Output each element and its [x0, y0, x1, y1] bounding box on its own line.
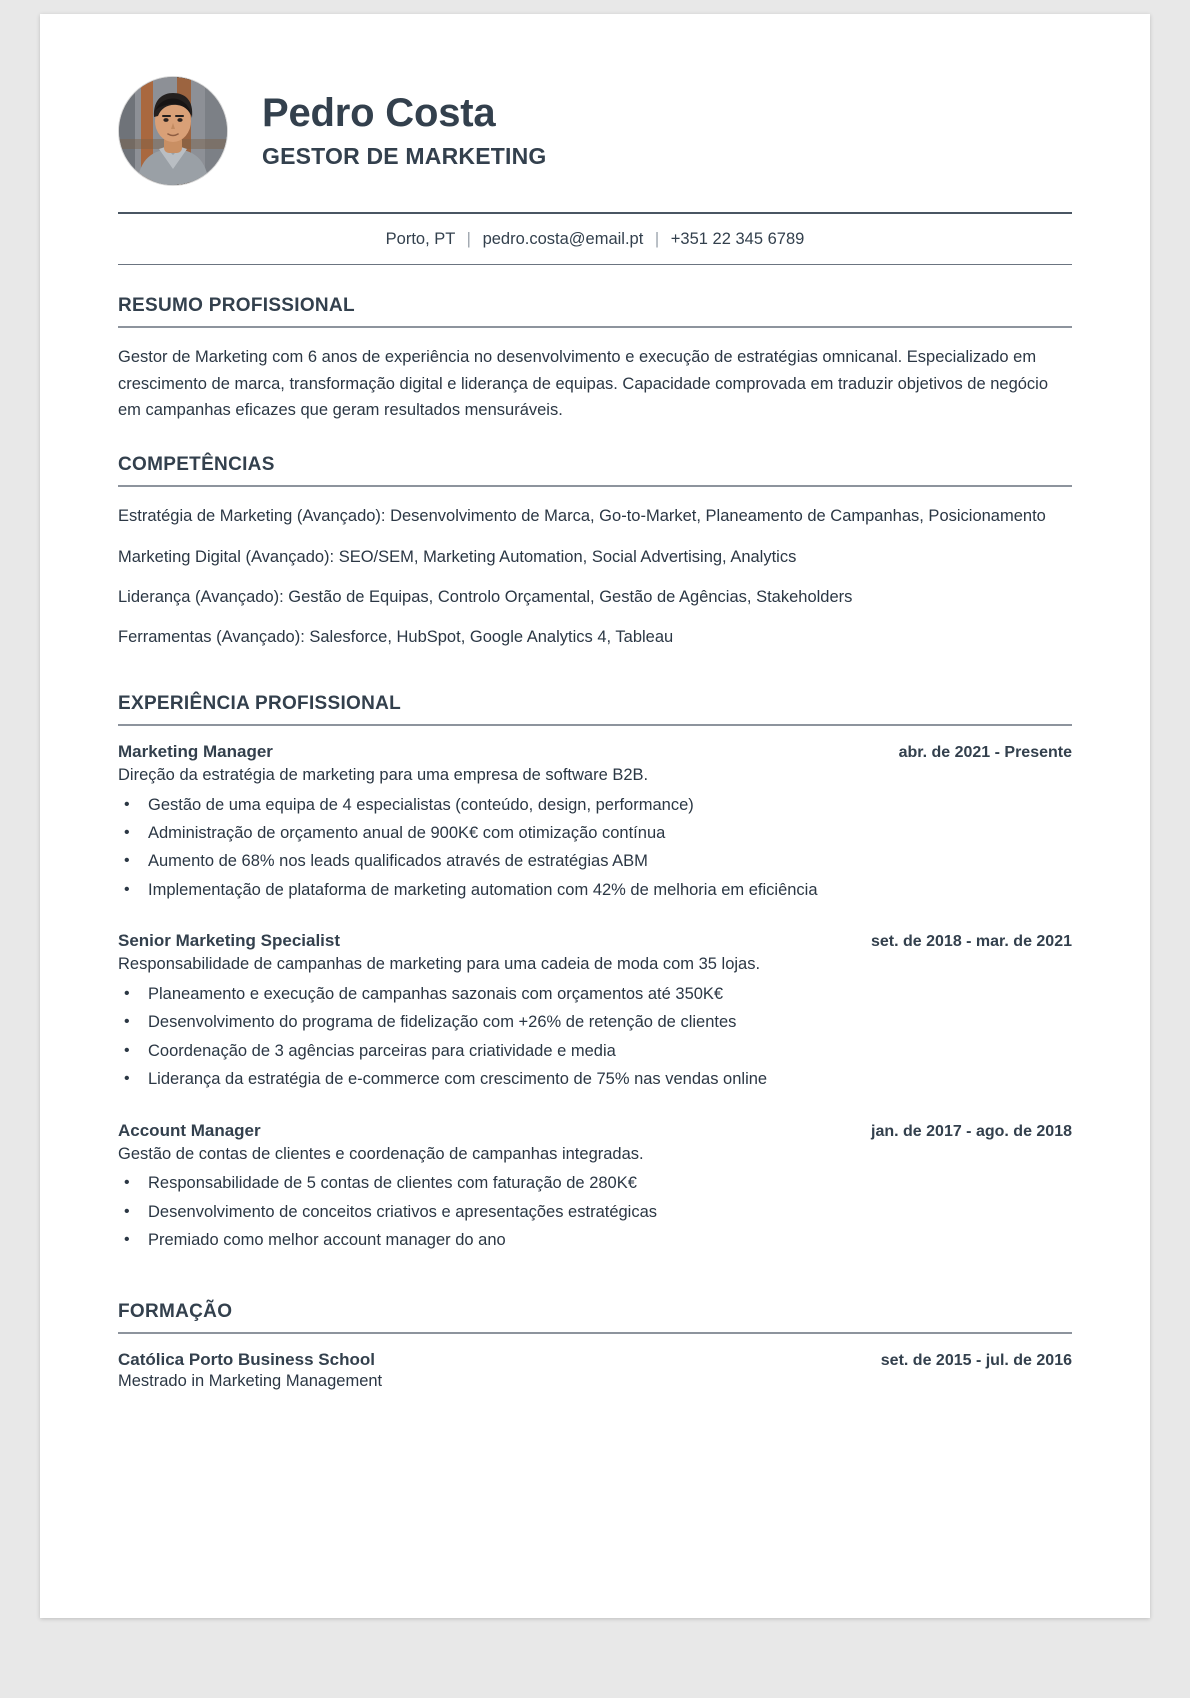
- section-title-skills: COMPETÊNCIAS: [118, 454, 275, 476]
- section-rule-education: [118, 1332, 1072, 1334]
- education-degree: Mestrado in Marketing Management: [118, 1371, 383, 1390]
- experience-description: Direção da estratégia de marketing para uma empresa de software B2B.: [118, 765, 649, 784]
- list-item: [118, 791, 1072, 819]
- bullet-icon: •: [124, 1231, 130, 1249]
- bullet-icon: •: [124, 852, 130, 870]
- contact-location: Porto, PT: [385, 230, 456, 248]
- experience-description: Gestão de contas de clientes e coordenação de campanhas integradas.: [118, 1144, 644, 1163]
- skill-line: Liderança (Avançado): Gestão de Equipas, Controlo Orçamental, Gestão de Agências, Stakeholders: [118, 587, 853, 606]
- bullet-text: Premiado como melhor account manager do ano: [148, 1231, 506, 1250]
- experience-item-header: [118, 742, 1072, 762]
- resume-page: [40, 14, 1150, 1618]
- contact-separator-1: |: [466, 230, 471, 248]
- list-item: [118, 847, 1072, 875]
- bullet-text: Administração de orçamento anual de 900K€ com otimização contínua: [148, 824, 666, 843]
- identity-block: [262, 92, 1072, 170]
- experience-role: Account Manager: [118, 1120, 261, 1140]
- section-skills: [118, 454, 1072, 651]
- education-item: [118, 1350, 1072, 1391]
- education-school: Católica Porto Business School: [118, 1349, 375, 1369]
- bullet-text: Coordenação de 3 agências parceiras para criatividade e media: [148, 1041, 616, 1060]
- bullet-text: Responsabilidade de 5 contas de clientes com faturação de 280K€: [148, 1174, 637, 1193]
- bullet-icon: •: [124, 985, 130, 1003]
- bullet-text: Desenvolvimento do programa de fidelização com +26% de retenção de clientes: [148, 1013, 737, 1032]
- education-dates: set. de 2015 - jul. de 2016: [880, 1351, 1072, 1369]
- list-item: [118, 1169, 1072, 1197]
- experience-item: [118, 742, 1072, 904]
- section-summary: [118, 295, 1072, 424]
- experience-item: [118, 1121, 1072, 1255]
- education-item-header: [118, 1350, 1072, 1370]
- job-title: GESTOR DE MARKETING: [262, 143, 547, 170]
- bullet-icon: •: [124, 1013, 130, 1031]
- bullet-text: Desenvolvimento de conceitos criativos e apresentações estratégicas: [148, 1202, 658, 1221]
- resume-header: [118, 76, 1072, 212]
- bullet-text: Gestão de uma equipa de 4 especialistas (conteúdo, design, performance): [148, 795, 694, 814]
- list-item: [118, 876, 1072, 904]
- experience-role: Marketing Manager: [118, 741, 273, 761]
- bullet-icon: •: [124, 795, 130, 813]
- experience-bullets: [118, 791, 1072, 905]
- section-title-education: FORMAÇÃO: [118, 1300, 233, 1322]
- experience-bullets: [118, 980, 1072, 1094]
- skill-line: Estratégia de Marketing (Avançado): Desenvolvimento de Marca, Go-to-Market, Planeamento de Campanhas, Posicionamento: [118, 507, 1046, 526]
- experience-item-header: [118, 931, 1072, 951]
- section-experience: [118, 693, 1072, 1255]
- bullet-icon: •: [124, 1202, 130, 1220]
- page-title: Pedro Costa: [262, 90, 496, 135]
- bullet-icon: •: [124, 1070, 130, 1088]
- list-item: [118, 1037, 1072, 1065]
- list-item: [118, 1008, 1072, 1036]
- bullet-text: Planeamento e execução de campanhas sazonais com orçamentos até 350K€: [148, 985, 724, 1004]
- skills-list: [118, 503, 1072, 651]
- section-rule-skills: [118, 485, 1072, 487]
- contact-bar: [118, 214, 1072, 264]
- skill-line: Ferramentas (Avançado): Salesforce, HubSpot, Google Analytics 4, Tableau: [118, 628, 674, 647]
- experience-item: [118, 931, 1072, 1093]
- summary-text: Gestor de Marketing com 6 anos de experiência no desenvolvimento e execução de estratégias omnicanal. Especializado em crescimento de marca, transformação digital e liderança de equipas. Capacidade comprovada em traduzir objetivos de negócio em campanhas eficazes que geram resultados mensuráveis.: [118, 348, 1049, 420]
- section-rule-experience: [118, 724, 1072, 726]
- bullet-text: Aumento de 68% nos leads qualificados através de estratégias ABM: [148, 852, 648, 871]
- section-rule-summary: [118, 326, 1072, 328]
- experience-bullets: [118, 1169, 1072, 1254]
- list-item: [118, 819, 1072, 847]
- experience-role: Senior Marketing Specialist: [118, 931, 341, 951]
- bullet-text: Implementação de plataforma de marketing automation com 42% de melhoria em eficiência: [148, 880, 818, 899]
- list-item: [118, 1065, 1072, 1093]
- experience-dates: jan. de 2017 - ago. de 2018: [871, 1122, 1072, 1140]
- section-title-experience: EXPERIÊNCIA PROFISSIONAL: [118, 692, 402, 714]
- section-education: [118, 1301, 1072, 1391]
- list-item: [118, 1198, 1072, 1226]
- experience-item-header: [118, 1121, 1072, 1141]
- contact-separator-2: |: [654, 230, 660, 248]
- list-item: [118, 1226, 1072, 1254]
- contact-divider: [118, 264, 1072, 265]
- list-item: [118, 980, 1072, 1008]
- avatar: [118, 76, 228, 186]
- skill-line: Marketing Digital (Avançado): SEO/SEM, Marketing Automation, Social Advertising, Analytics: [118, 547, 797, 566]
- bullet-icon: •: [124, 1174, 130, 1192]
- contact-phone[interactable]: +351 22 345 6789: [670, 230, 805, 248]
- experience-dates: abr. de 2021 - Presente: [898, 743, 1072, 761]
- bullet-text: Liderança da estratégia de e-commerce com crescimento de 75% nas vendas online: [148, 1070, 768, 1089]
- contact-email[interactable]: pedro.costa@email.pt: [482, 230, 644, 248]
- bullet-icon: •: [124, 1041, 130, 1059]
- experience-description: Responsabilidade de campanhas de marketing para uma cadeia de moda com 35 lojas.: [118, 955, 761, 974]
- bullet-icon: •: [124, 880, 130, 898]
- section-title-summary: RESUMO PROFISSIONAL: [118, 295, 355, 316]
- experience-dates: set. de 2018 - mar. de 2021: [870, 933, 1072, 951]
- bullet-icon: •: [124, 824, 130, 842]
